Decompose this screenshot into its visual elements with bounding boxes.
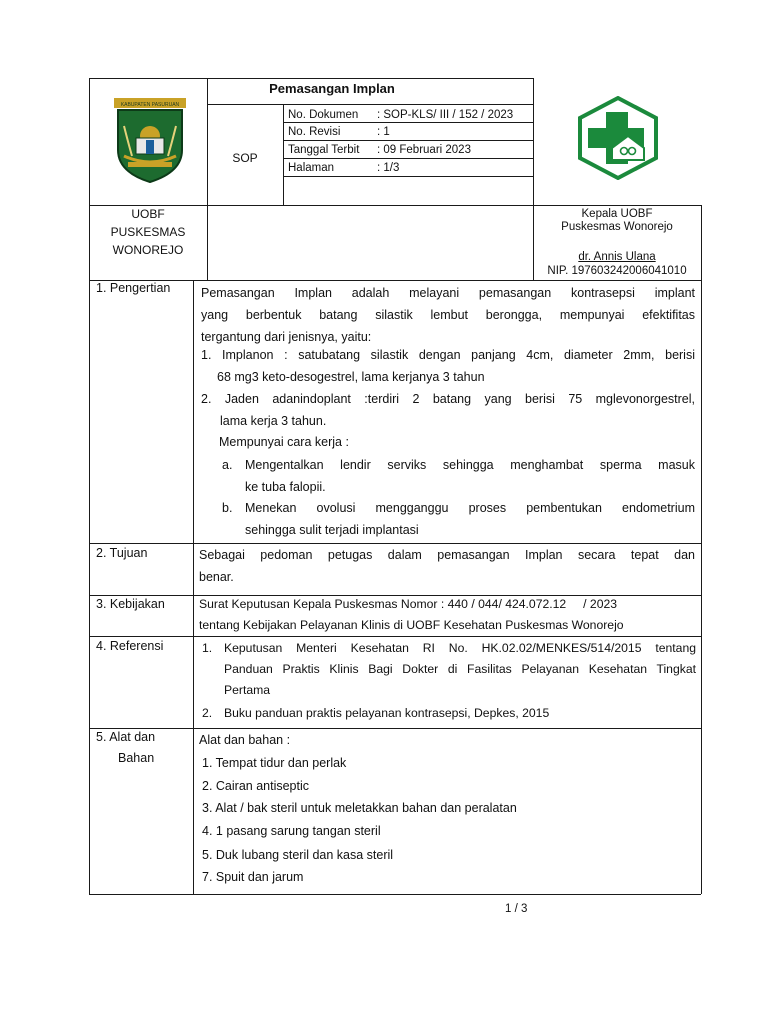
item-1-line-1: 1. Implanon : satubatang silastik dengan panjang 4cm, diameter 2mm, berisi xyxy=(201,348,695,362)
referensi-2-marker: 2. xyxy=(202,706,213,720)
signatory-nip: NIP. 197603242006041010 xyxy=(547,265,687,277)
alat-item-3: 3. Alat / bak steril untuk meletakkan bahan dan peralatan xyxy=(202,801,517,815)
item-2-line-1: 2. Jaden adanindoplant :terdiri 2 batang yang berisi 75 mglevonorgestrel, xyxy=(201,392,695,406)
pengertian-intro-line-3: tergantung dari jenisnya, yaitu: xyxy=(201,330,372,344)
pengertian-intro xyxy=(201,282,695,348)
page-number: 1 / 3 xyxy=(505,903,528,915)
referensi-1 xyxy=(224,638,696,701)
pengertian-item-2 xyxy=(201,388,695,432)
meta-value-no-dokumen: : SOP-KLS/ III / 152 / 2023 xyxy=(377,109,514,121)
referensi-1-line-3: Pertama xyxy=(224,683,271,697)
cara-b xyxy=(245,497,695,541)
sop-label: SOP xyxy=(232,151,258,165)
cara-kerja-label: Mempunyai cara kerja : xyxy=(219,435,349,449)
puskesmas-logo xyxy=(576,96,660,180)
org-line-1: UOBF xyxy=(131,207,165,221)
cara-a-marker: a. xyxy=(222,458,233,472)
meta-label-no-revisi: No. Revisi xyxy=(288,126,341,138)
regency-emblem-icon xyxy=(108,96,192,184)
label-kebijakan: 3. Kebijakan xyxy=(96,597,165,611)
meta-label-tanggal-terbit: Tanggal Terbit xyxy=(288,144,360,156)
alat-item-1: 1. Tempat tidur dan perlak xyxy=(202,756,347,770)
referensi-1-marker: 1. xyxy=(202,641,213,655)
label-tujuan: 2. Tujuan xyxy=(96,546,148,560)
signatory-name: dr. Annis Ulana xyxy=(578,251,656,263)
alat-item-4: 4. 1 pasang sarung tangan steril xyxy=(202,824,381,838)
cara-a-line-1: Mengentalkan lendir serviks sehingga menghambat sperma masuk xyxy=(245,458,695,472)
cara-b-line-2: sehingga sulit terjadi implantasi xyxy=(245,523,419,537)
puskesmas-cross-icon xyxy=(576,96,660,180)
kebijakan-line-1: Surat Keputusan Kepala Puskesmas Nomor : 440 / 044/ 424.072.12 / 2023 xyxy=(199,597,618,611)
meta-label-halaman: Halaman xyxy=(288,162,335,174)
cara-b-marker: b. xyxy=(222,501,233,515)
meta-value-no-revisi: : 1 xyxy=(377,126,390,138)
cara-a-line-2: ke tuba falopii. xyxy=(245,480,326,494)
item-2-line-2: lama kerja 3 tahun. xyxy=(220,414,327,428)
org-line-3: WONOREJO xyxy=(112,243,184,257)
referensi-1-line-2: Panduan Praktis Klinis Bagi Dokter di Fasilitas Pelayanan Kesehatan Tingkat xyxy=(224,662,696,676)
alat-item-5: 5. Duk lubang steril dan kasa steril xyxy=(202,848,394,862)
meta-label-no-dokumen: No. Dokumen xyxy=(288,109,359,121)
pengertian-intro-line-2: yang berbentuk batang silastik lembut berongga, mempunyai efektifitas xyxy=(201,308,695,322)
kebijakan-text xyxy=(199,594,695,636)
org-line-2: PUSKESMAS xyxy=(110,225,186,239)
label-alat-dan: 5. Alat dan xyxy=(96,730,156,744)
meta-value-halaman: : 1/3 xyxy=(377,162,400,174)
tujuan-line-2: benar. xyxy=(199,570,234,584)
cara-b-line-1: Menekan ovolusi mengganggu proses pembentukan endometrium xyxy=(245,501,695,515)
item-1-line-2: 68 mg3 keto-desogestrel, lama kerjanya 3 tahun xyxy=(217,370,485,384)
pengertian-item-1 xyxy=(201,344,695,388)
referensi-1-line-1: Keputusan Menteri Kesehatan RI No. HK.02.02/MENKES/514/2015 tentang xyxy=(224,641,696,655)
signatory-title-2: Puskesmas Wonorejo xyxy=(561,221,673,233)
label-bahan: Bahan xyxy=(118,751,155,765)
regency-logo xyxy=(108,96,192,184)
referensi-2: Buku panduan praktis pelayanan kontrasepsi, Depkes, 2015 xyxy=(224,706,550,720)
kebijakan-line-2: tentang Kebijakan Pelayanan Klinis di UOBF Kesehatan Puskesmas Wonorejo xyxy=(199,618,624,632)
document-title: Pemasangan Implan xyxy=(269,81,395,96)
tujuan-line-1: Sebagai pedoman petugas dalam pemasangan Implan secara tepat dan xyxy=(199,548,695,562)
signatory-title-1: Kepala UOBF xyxy=(581,208,653,220)
regency-logo-text: KABUPATEN PASURUAN xyxy=(120,102,180,108)
label-pengertian: 1. Pengertian xyxy=(96,281,171,295)
alat-intro: Alat dan bahan : xyxy=(199,733,291,747)
meta-value-tanggal-terbit: : 09 Februari 2023 xyxy=(377,144,471,156)
label-referensi: 4. Referensi xyxy=(96,639,164,653)
cara-a xyxy=(245,454,695,498)
alat-item-6: 7. Spuit dan jarum xyxy=(202,870,304,884)
alat-item-2: 2. Cairan antiseptic xyxy=(202,779,310,793)
pengertian-intro-line-1: Pemasangan Implan adalah melayani pemasangan kontrasepsi implant xyxy=(201,286,695,300)
tujuan-text xyxy=(199,544,695,588)
